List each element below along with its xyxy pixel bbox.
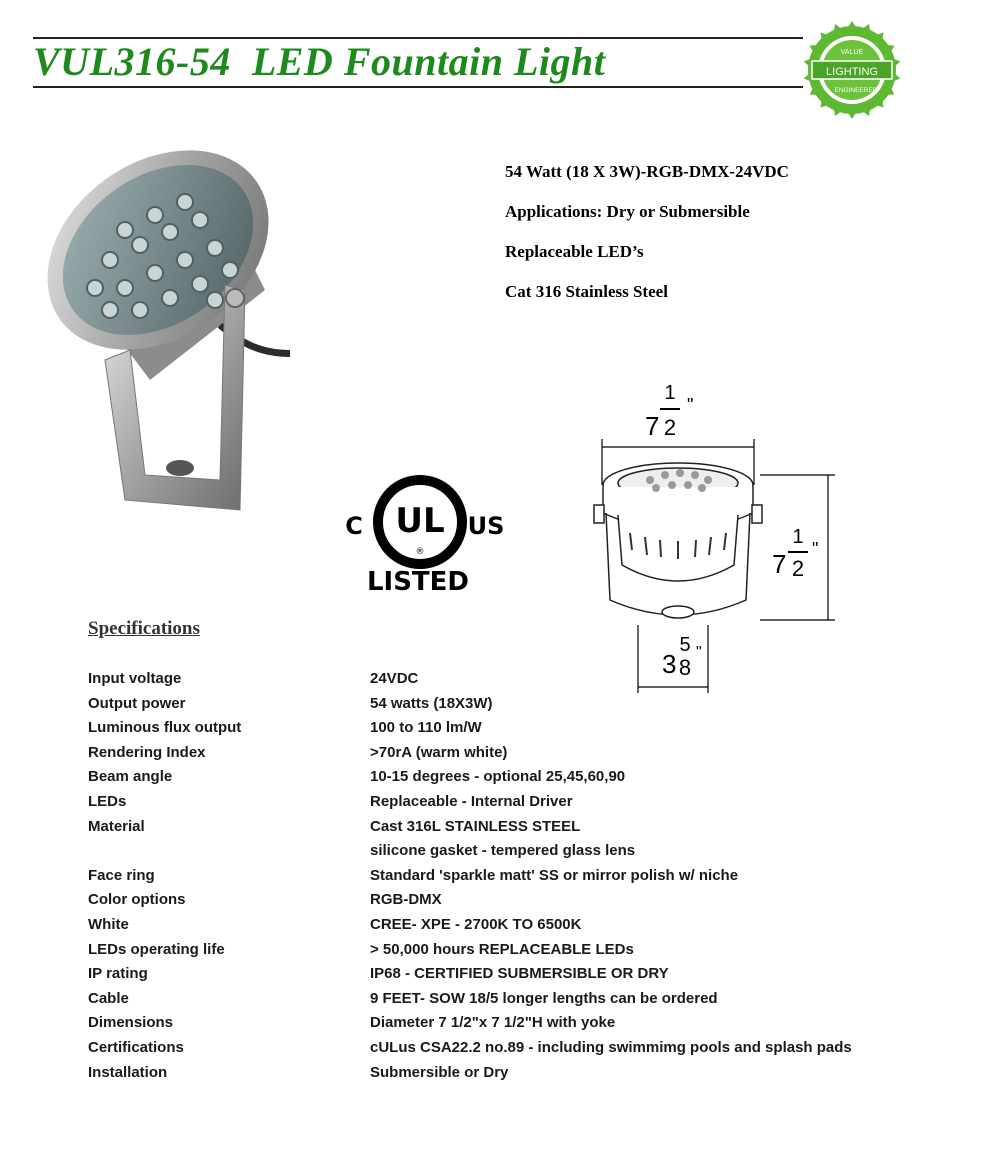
spec-row xyxy=(88,741,968,766)
spec-label: Material xyxy=(88,817,145,835)
culus-listed-logo xyxy=(340,470,505,595)
spec-label: Color options xyxy=(88,891,186,909)
svg-text:7: 7 xyxy=(772,549,787,579)
spec-row xyxy=(88,1036,968,1061)
spec-row xyxy=(88,839,968,864)
spec-row xyxy=(88,1061,968,1086)
spec-label: LEDs xyxy=(88,793,127,810)
svg-text:": " xyxy=(687,395,694,415)
spec-value: Replaceable - Internal Driver xyxy=(370,793,573,810)
feature-item: Replaceable LED’s xyxy=(505,242,644,261)
spec-row xyxy=(88,888,968,913)
spec-label: White xyxy=(88,916,129,933)
svg-text:7: 7 xyxy=(645,411,660,441)
svg-text:3: 3 xyxy=(662,649,677,679)
svg-text:1: 1 xyxy=(664,382,676,404)
svg-text:": " xyxy=(696,644,702,661)
spec-row xyxy=(88,765,968,790)
svg-text:UL: UL xyxy=(395,501,445,541)
spec-label: Installation xyxy=(88,1063,168,1081)
spec-value: cULus CSA22.2 no.89 - including swimmimg pools and splash pads xyxy=(370,1039,852,1056)
svg-text:LISTED: LISTED xyxy=(366,567,470,595)
spec-label: Certifications xyxy=(88,1039,184,1056)
spec-value: > 50,000 hours REPLACEABLE LEDs xyxy=(370,940,634,958)
spec-row xyxy=(88,1011,968,1036)
spec-label: Face ring xyxy=(88,866,155,884)
spec-row xyxy=(88,962,968,987)
spec-label: Input voltage xyxy=(88,670,182,687)
title-rule-bottom xyxy=(33,86,803,88)
feature-item: Applications: Dry or Submersible xyxy=(505,202,750,221)
spec-value: 9 FEET- SOW 18/5 longer lengths can be ordered xyxy=(370,989,718,1007)
features-list xyxy=(505,160,789,320)
spec-value: Cast 316L STAINLESS STEEL xyxy=(370,817,581,835)
svg-text:®: ® xyxy=(415,547,425,557)
spec-label: LEDs operating life xyxy=(88,940,225,958)
spec-value: Standard 'sparkle matt' SS or mirror polish w/ niche xyxy=(370,866,739,884)
feature-item: 54 Watt (18 X 3W)-RGB-DMX-24VDC xyxy=(505,162,789,181)
spec-row xyxy=(88,790,968,815)
spec-label: Luminous flux output xyxy=(88,719,242,737)
spec-row xyxy=(88,716,968,741)
spec-row xyxy=(88,938,968,963)
spec-label: Cable xyxy=(88,989,129,1007)
spec-value: Submersible or Dry xyxy=(370,1063,509,1081)
feature-item: Cat 316 Stainless Steel xyxy=(505,282,668,301)
svg-text:8: 8 xyxy=(678,655,692,680)
spec-value: 54 watts (18X3W) xyxy=(370,694,493,712)
value-lighting-badge xyxy=(802,20,902,120)
spec-value: IP68 - CERTIFIED SUBMERSIBLE OR DRY xyxy=(370,965,669,983)
svg-text:5: 5 xyxy=(679,634,691,656)
spec-label: Output power xyxy=(88,694,186,712)
spec-label: IP rating xyxy=(88,965,148,983)
svg-text:VALUE: VALUE xyxy=(840,49,864,56)
spec-row xyxy=(88,815,968,840)
product-photo xyxy=(30,150,290,520)
spec-value: silicone gasket - tempered glass lens xyxy=(370,842,636,860)
spec-label: Beam angle xyxy=(88,768,173,786)
spec-row xyxy=(88,864,968,889)
svg-text:2: 2 xyxy=(663,415,677,440)
spec-row xyxy=(88,987,968,1012)
specifications-heading: Specifications xyxy=(88,618,200,639)
svg-text:C: C xyxy=(345,512,363,540)
spec-value: 100 to 110 lm/W xyxy=(370,719,482,737)
spec-label: Rendering Index xyxy=(88,743,206,761)
spec-label: Dimensions xyxy=(88,1014,174,1032)
spec-value: CREE- XPE - 2700K TO 6500K xyxy=(370,916,582,933)
svg-text:LIGHTING: LIGHTING xyxy=(826,66,878,78)
dimension-diagram xyxy=(590,375,870,705)
spec-row xyxy=(88,667,968,692)
spec-value: Diameter 7 1/2"x 7 1/2"H with yoke xyxy=(370,1014,616,1032)
spec-row xyxy=(88,692,968,717)
svg-text:ENGINEERED: ENGINEERED xyxy=(834,87,878,94)
spec-value: 10-15 degrees - optional 25,45,60,90 xyxy=(370,768,626,786)
svg-text:": " xyxy=(812,539,819,559)
svg-text:US: US xyxy=(467,512,505,540)
svg-text:2: 2 xyxy=(791,556,805,581)
svg-text:1: 1 xyxy=(792,526,804,548)
page-title: VUL316-54 LED Fountain Light xyxy=(33,39,606,84)
spec-value: RGB-DMX xyxy=(370,891,442,909)
spec-row xyxy=(88,913,968,938)
spec-value: 24VDC xyxy=(370,670,419,687)
spec-value: >70rA (warm white) xyxy=(370,743,508,761)
